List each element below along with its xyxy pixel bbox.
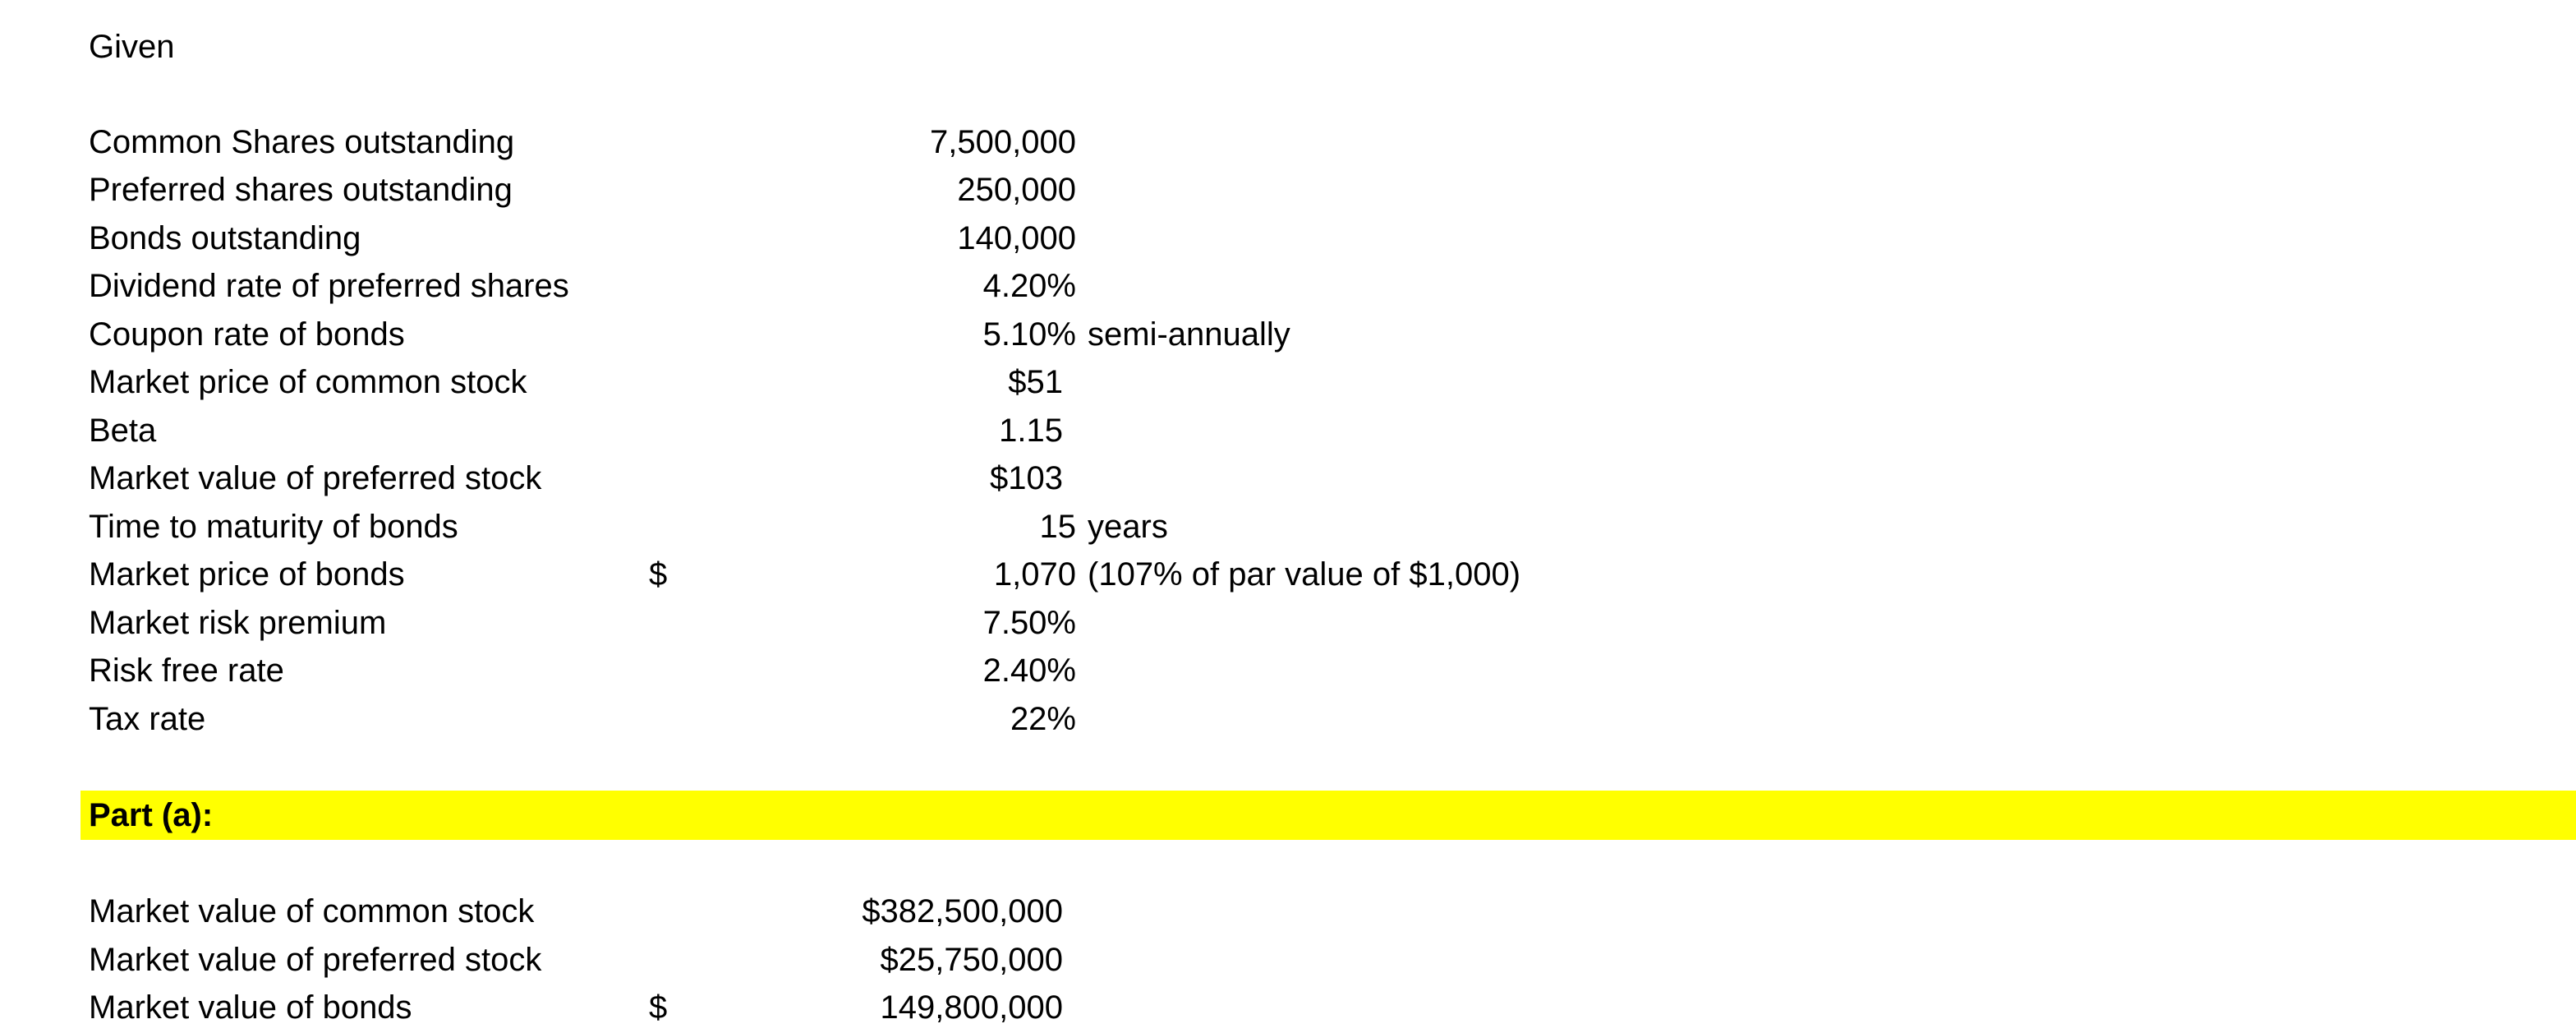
note-bond-price: (107% of par value of $1,000): [1088, 556, 1521, 593]
value-preferred-market-value: $25,750,000: [880, 942, 1063, 978]
note-coupon-rate: semi-annually: [1088, 316, 1290, 353]
value-common-market-value: $382,500,000: [862, 893, 1063, 929]
label-beta: Beta: [89, 413, 157, 449]
label-bond-price: Market price of bonds: [89, 556, 405, 593]
value-bond-price: 1,070: [993, 556, 1076, 593]
value-dividend-rate: 4.20%: [982, 268, 1076, 304]
value-bonds-market-value: 149,800,000: [880, 989, 1063, 1026]
label-common-market-value: Market value of common stock: [89, 893, 535, 929]
label-common-shares: Common Shares outstanding: [89, 124, 515, 160]
label-risk-free-rate: Risk free rate: [89, 653, 284, 689]
value-tax-rate: 22%: [1010, 701, 1076, 737]
label-preferred-market-value: Market value of preferred stock: [89, 942, 542, 978]
label-preferred-value: Market value of preferred stock: [89, 460, 542, 496]
value-preferred-value: $103: [990, 460, 1063, 496]
label-bonds-outstanding: Bonds outstanding: [89, 220, 361, 256]
value-time-to-maturity: 15: [1039, 509, 1076, 545]
label-time-to-maturity: Time to maturity of bonds: [89, 509, 458, 545]
value-common-shares: 7,500,000: [930, 124, 1076, 160]
currency-bonds-market-value: $: [649, 989, 668, 1026]
value-coupon-rate: 5.10%: [982, 316, 1076, 353]
part-a-highlight-band: [80, 791, 2576, 840]
currency-bond-price: $: [649, 556, 668, 593]
value-beta: 1.15: [999, 413, 1063, 449]
label-preferred-shares: Preferred shares outstanding: [89, 172, 513, 208]
value-bonds-outstanding: 140,000: [957, 220, 1076, 256]
value-market-risk-premium: 7.50%: [982, 605, 1076, 641]
section-title-given: Given: [89, 29, 175, 65]
label-bonds-market-value: Market value of bonds: [89, 989, 412, 1026]
label-market-risk-premium: Market risk premium: [89, 605, 387, 641]
value-common-price: $51: [1008, 364, 1063, 400]
label-tax-rate: Tax rate: [89, 701, 206, 737]
value-preferred-shares: 250,000: [957, 172, 1076, 208]
note-time-to-maturity: years: [1088, 509, 1168, 545]
value-risk-free-rate: 2.40%: [982, 653, 1076, 689]
label-common-price: Market price of common stock: [89, 364, 527, 400]
label-coupon-rate: Coupon rate of bonds: [89, 316, 405, 353]
part-a-heading: Part (a):: [89, 797, 214, 833]
label-dividend-rate: Dividend rate of preferred shares: [89, 268, 569, 304]
